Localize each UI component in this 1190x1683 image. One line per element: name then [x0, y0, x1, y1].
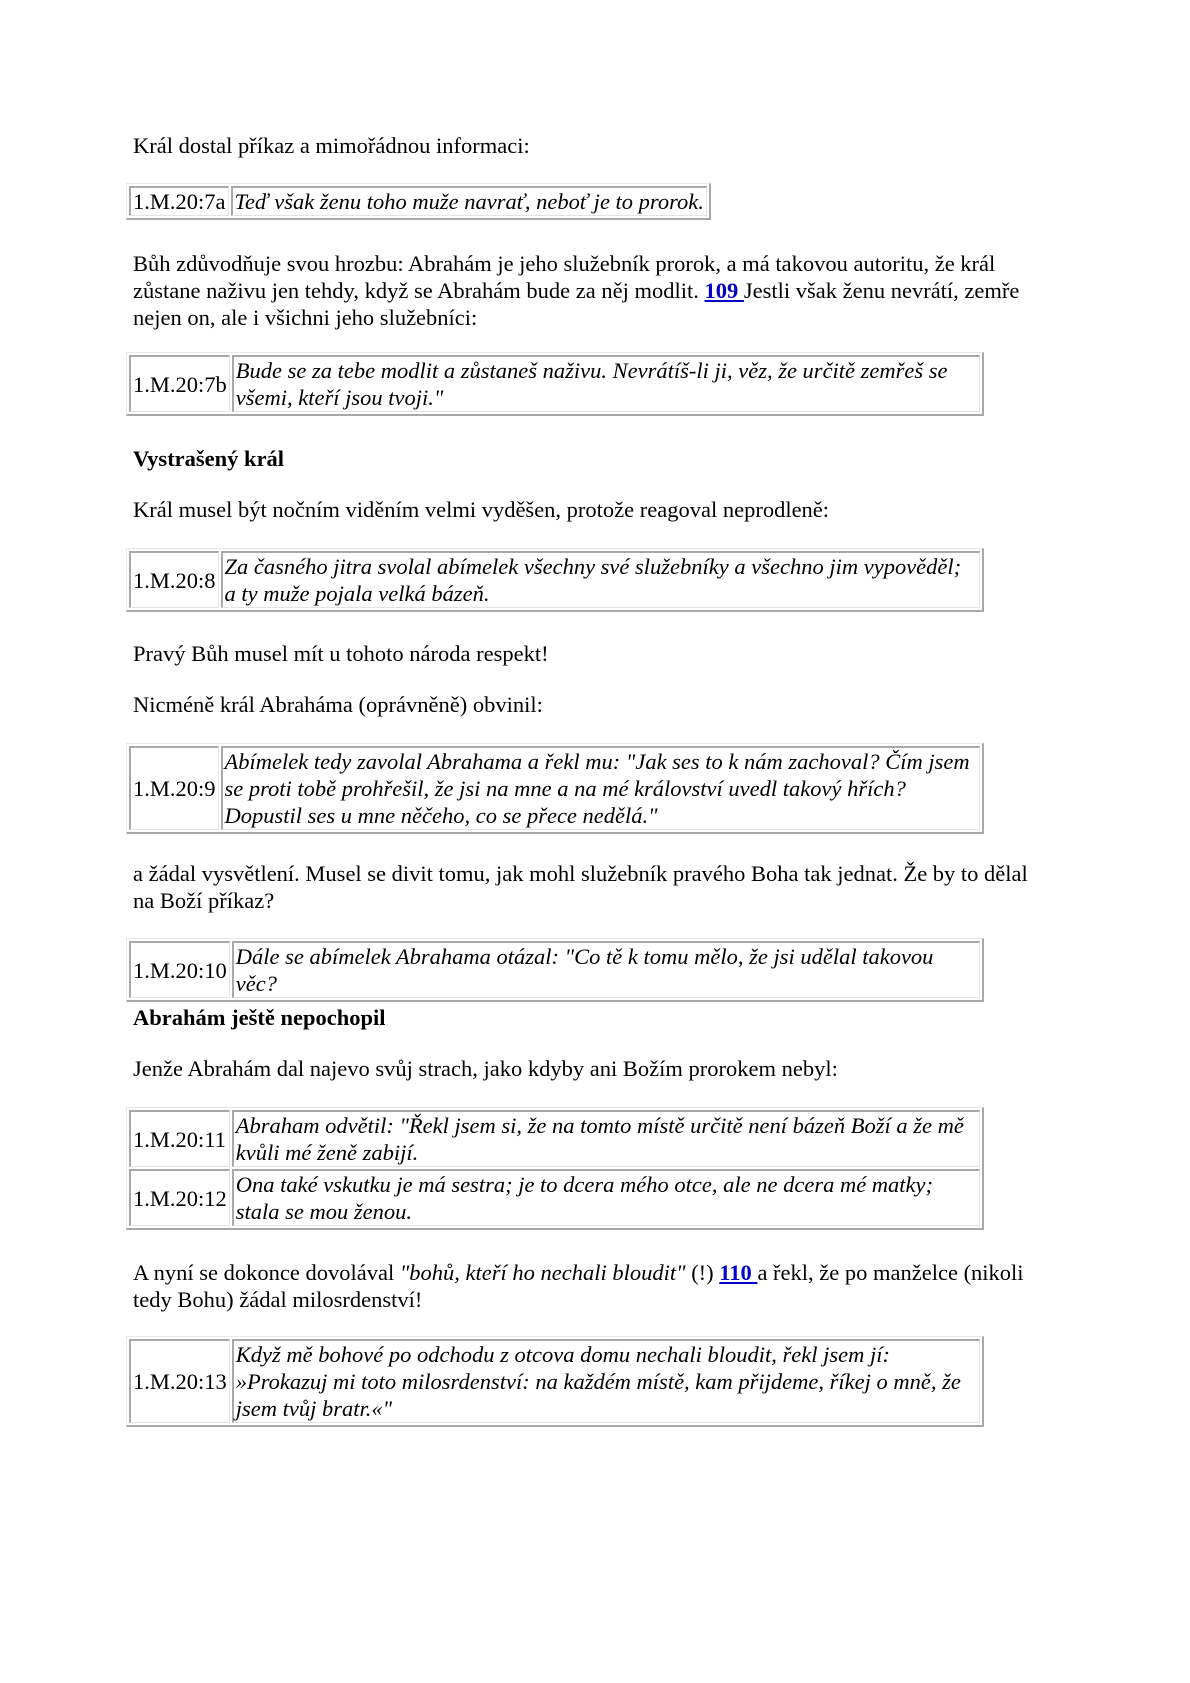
verse-row: [129, 1110, 980, 1167]
paragraph-text: (!): [685, 1260, 720, 1285]
section-heading: Abrahám ještě nepochopil: [133, 1005, 386, 1030]
verse-text: Teď však ženu toho muže navrať, neboť je to prorok.: [231, 186, 707, 216]
verse-text: Když mě bohové po odchodu z otcova domu nechali bloudit, řekl jsem jí: »Prokazuj mi toto milosrdenství: na každém místě, kam přijdeme, říkej o mně, že jsem tvůj bratr.«": [232, 1339, 980, 1423]
verse-reference: 1.M.20:8: [129, 551, 219, 608]
verse-reference: 1.M.20:10: [129, 941, 230, 998]
paragraph: Nicméně král Abraháma (oprávněně) obvinil:: [133, 692, 543, 717]
paragraph: Král musel být nočním viděním velmi vyděšen, protože reagoval neprodleně:: [133, 497, 830, 522]
paragraph: [133, 1259, 1053, 1313]
verse-text: Ona také vskutku je má sestra; je to dcera mého otce, ale ne dcera mé matky; stala se mou ženou.: [232, 1169, 980, 1226]
verse-text: Dále se abímelek Abrahama otázal: "Co tě k tomu mělo, že jsi udělal takovou věc?: [232, 941, 980, 998]
verse-table: [126, 1336, 984, 1427]
paragraph-text: a řekl, že po manželce (nikoli tedy Bohu) žádal milosrdenství!: [133, 1260, 1024, 1312]
verse-table: [126, 548, 984, 612]
verse-text: Abímelek tedy zavolal Abrahama a řekl mu: "Jak ses to k nám zachoval? Čím jsem se proti tobě prohřešil, že jsi na mne a na mé království uvedl takový hřích? Dopustil ses u mne něčeho, co se přece nedělá.": [221, 746, 980, 830]
verse-reference: 1.M.20:12: [129, 1169, 230, 1226]
verse-row: [129, 1169, 980, 1226]
paragraph: Pravý Bůh musel mít u tohoto národa respekt!: [133, 641, 549, 666]
verse-table: [126, 183, 711, 220]
quoted-phrase: "bohů, kteří ho nechali bloudit": [399, 1260, 686, 1285]
footnote-link-110[interactable]: 110: [719, 1260, 758, 1285]
footnote-link-109[interactable]: 109: [704, 278, 744, 303]
verse-row: [129, 186, 707, 216]
verse-row: [129, 355, 980, 412]
verse-text: Abraham odvětil: "Řekl jsem si, že na tomto místě určitě není bázeň Boží a že mě kvůli mé ženě zabijí.: [232, 1110, 980, 1167]
paragraph-text: A nyní se dokonce dovolával: [133, 1260, 400, 1285]
paragraph: [133, 250, 1053, 331]
paragraph: Jenže Abrahám dal najevo svůj strach, jako kdyby ani Božím prorokem nebyl:: [133, 1056, 838, 1081]
paragraph: Král dostal příkaz a mimořádnou informaci:: [133, 133, 530, 158]
verse-row: [129, 746, 980, 830]
paragraph: a žádal vysvětlení. Musel se divit tomu, jak mohl služebník pravého Boha tak jednat. Že by to dělal na Boží příkaz?: [133, 861, 1028, 913]
paragraph-text: Jestli však ženu nevrátí, zemře nejen on, ale i všichni jeho služebníci:: [133, 278, 1020, 330]
verse-reference: 1.M.20:7a: [129, 186, 229, 216]
verse-reference: 1.M.20:9: [129, 746, 219, 830]
section-heading: Vystrašený král: [133, 446, 285, 471]
paragraph-text: Bůh zdůvodňuje svou hrozbu: Abrahám je jeho služebník prorok, a má takovou autoritu, že král zůstane naživu jen tehdy, když se Abrahám bude za něj modlit.: [133, 251, 996, 303]
verse-row: [129, 1339, 980, 1423]
verse-table: [126, 938, 984, 1002]
verse-table: [126, 1107, 984, 1230]
verse-reference: 1.M.20:13: [129, 1339, 230, 1423]
verse-reference: 1.M.20:11: [129, 1110, 230, 1167]
verse-text: Bude se za tebe modlit a zůstaneš naživu. Nevrátíš-li ji, věz, že určitě zemřeš se všemi, kteří jsou tvoji.": [232, 355, 980, 412]
verse-table: [126, 743, 984, 834]
verse-text: Za časného jitra svolal abímelek všechny své služebníky a všechno jim vypověděl; a ty muže pojala velká bázeň.: [221, 551, 980, 608]
verse-reference: 1.M.20:7b: [129, 355, 230, 412]
verse-row: [129, 941, 980, 998]
verse-table: [126, 352, 984, 416]
verse-row: [129, 551, 980, 608]
